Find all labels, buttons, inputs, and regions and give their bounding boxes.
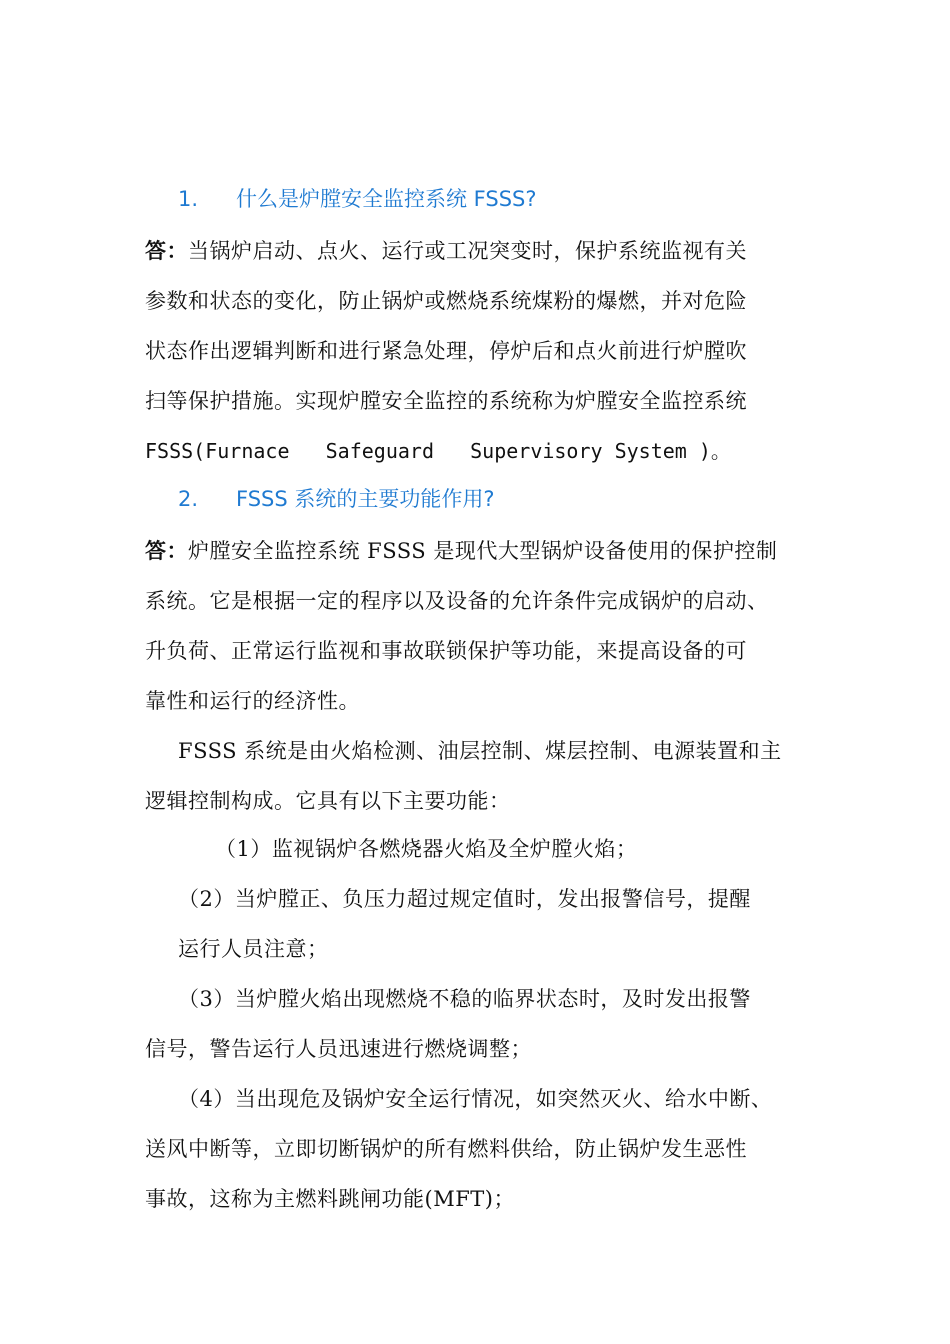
q2-paragraph-2-line-1: FSSS 系统是由火焰检测、油层控制、煤层控制、电源装置和主: [178, 739, 782, 763]
function-item-1: （1）监视锅炉各燃烧器火焰及全炉膛火焰；: [215, 837, 638, 861]
function-item-2-line-1: （2）当炉膛正、负压力超过规定值时，发出报警信号，提醒: [178, 887, 751, 911]
q2-answer-line-2: 系统。它是根据一定的程序以及设备的允许条件完成锅炉的启动、: [145, 589, 769, 613]
question-2-heading: [178, 484, 495, 514]
function-item-3-line-2: 信号，警告运行人员迅速进行燃烧调整；: [145, 1037, 532, 1061]
question-2-title: FSSS 系统的主要功能作用?: [236, 487, 495, 511]
q1-answer-line-2: 参数和状态的变化，防止锅炉或燃烧系统煤粉的爆燃，并对危险: [145, 289, 747, 313]
question-1-number: 1.: [178, 187, 199, 211]
function-item-4-line-3: 事故，这称为主燃料跳闸功能(MFT)；: [145, 1187, 515, 1211]
question-1-title: 什么是炉膛安全监控系统 FSSS?: [236, 187, 537, 211]
function-item-4-line-1: （4）当出现危及锅炉安全运行情况，如突然灭火、给水中断、: [178, 1087, 773, 1111]
q2-answer-text-1: 炉膛安全监控系统 FSSS 是现代大型锅炉设备使用的保护控制: [188, 539, 778, 563]
q1-answer-label: 答：: [145, 238, 188, 263]
function-item-2-line-2: 运行人员注意；: [178, 937, 329, 961]
question-2-number: 2.: [178, 487, 199, 511]
q2-answer-line-3: 升负荷、正常运行监视和事故联锁保护等功能，来提高设备的可: [145, 639, 747, 663]
q1-answer-text-1: 当锅炉启动、点火、运行或工况突变时，保护系统监视有关: [188, 239, 747, 263]
q2-paragraph-2-line-2: 逻辑控制构成。它具有以下主要功能：: [145, 789, 511, 813]
q2-answer-label: 答：: [145, 538, 188, 563]
question-1-heading: [178, 184, 537, 214]
function-item-4-line-2: 送风中断等，立即切断锅炉的所有燃料供给，防止锅炉发生恶性: [145, 1137, 747, 1161]
q2-answer-line-1: [145, 536, 777, 566]
function-item-3-line-1: （3）当炉膛火焰出现燃烧不稳的临界状态时，及时发出报警: [178, 987, 751, 1011]
q1-answer-line-3: 状态作出逻辑判断和进行紧急处理，停炉后和点火前进行炉膛吹: [145, 339, 747, 363]
q2-answer-line-4: 靠性和运行的经济性。: [145, 689, 360, 713]
q1-answer-line-1: [145, 236, 747, 266]
q1-answer-line-4: 扫等保护措施。实现炉膛安全监控的系统称为炉膛安全监控系统: [145, 389, 747, 413]
q1-answer-line-5: FSSS(Furnace Safeguard Supervisory System )。: [145, 439, 731, 463]
